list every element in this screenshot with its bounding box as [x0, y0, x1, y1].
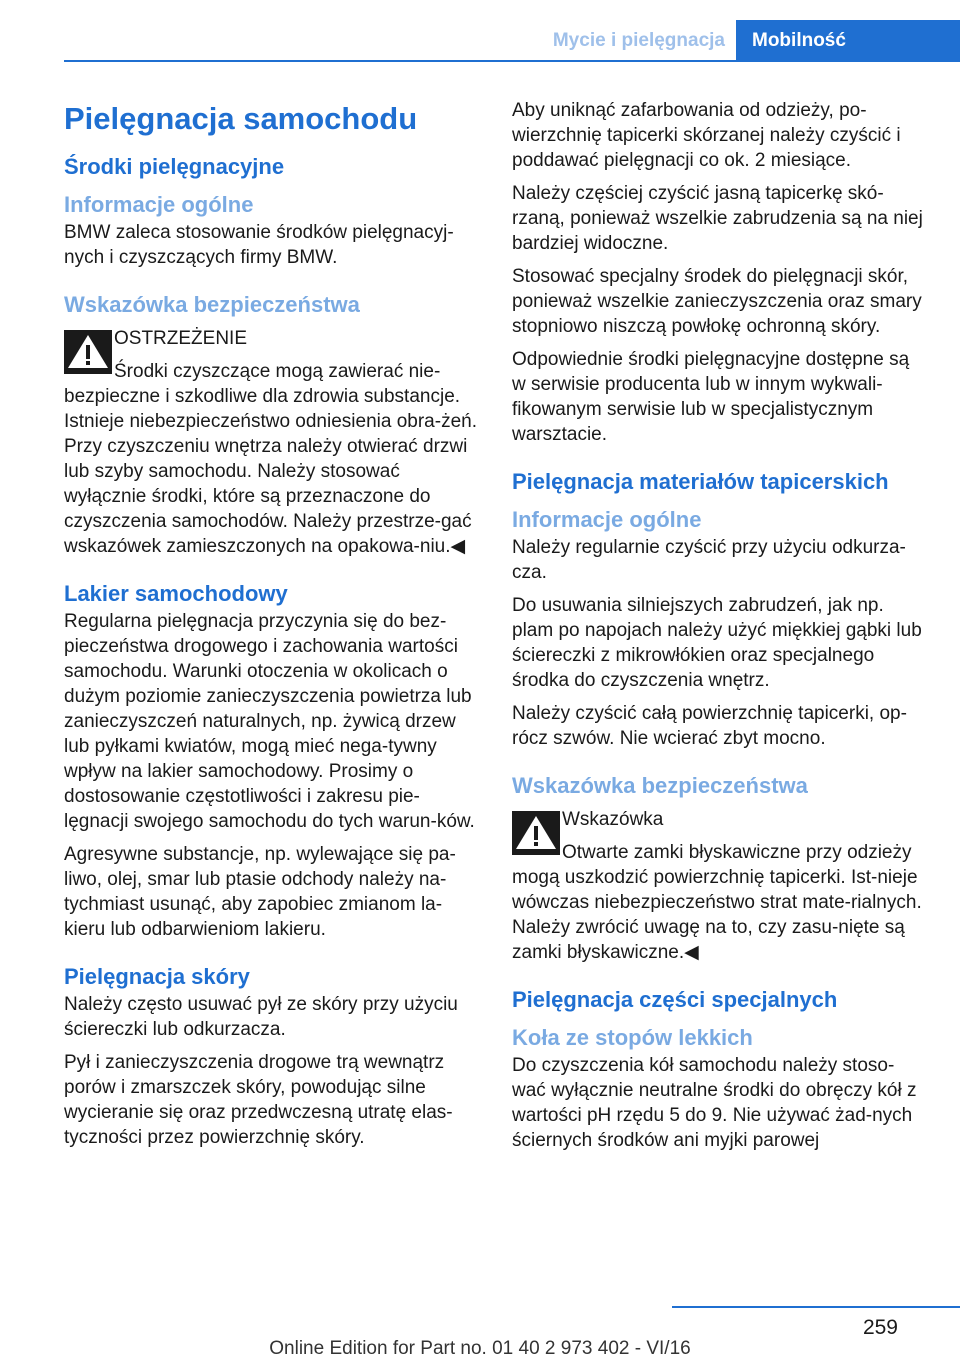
- notice-block: [512, 807, 928, 973]
- heading-safety-note: Wskazówka bezpieczeństwa: [64, 292, 360, 317]
- paragraph-leather-6: Odpowiednie środki pielęgnacyjne dostępne są w serwisie producenta lub w innym wykwali‐fikowanym serwisie lub w specjalistycznym warsztacie.: [512, 349, 910, 445]
- notice-text: Otwarte zamki błyskawiczne przy odzieży mogą uszkodzić powierzchnię tapicerki. Ist‐nieje wówczas niebezpieczeństwo strat mate‐rialnych. Należy zwrócić uwagę na to, czy zasu‐nięte są zamki błyskawiczne.◀: [512, 842, 922, 963]
- footer-edition: Online Edition for Part no. 01 40 2 973 402 - VI/16: [269, 1338, 691, 1359]
- left-column: [64, 98, 480, 1158]
- heading-safety-note-2: Wskazówka bezpieczeństwa: [512, 773, 808, 798]
- header-tab-mobility: Mobilność: [736, 20, 960, 62]
- warning-triangle-icon: [512, 811, 560, 855]
- paragraph-paint-1: Regularna pielęgnacja przyczynia się do bez‐pieczeństwa drogowego i zachowania wartości samochodu. Warunki otoczenia w okolicach o dużym poziomie zanieczyszczenia powietrza lub zanieczyszczeń naturalnych, np. żywicą drzew lub pyłkami kwiatów, mogą mieć nega‐tywny wpływ na lakier samochodowy. Prosimy o dostosowanie częstotliwości i zakresu pie‐lęgnacji swojego samochodu do tych warun‐ków.: [64, 611, 475, 832]
- heading-general-info: Informacje ogólne: [64, 192, 254, 217]
- warning-triangle-icon: [64, 330, 112, 374]
- heading-care-products: Środki pielęgnacyjne: [64, 154, 285, 179]
- header-rule: [64, 60, 960, 62]
- footer-rule: [672, 1306, 960, 1308]
- warning-block: [64, 326, 480, 567]
- warning-text: Środki czyszczące mogą zawierać nie‐bezpieczne i szkodliwe dla zdrowia substancje. Istnieje niebezpieczeństwo odniesienia obra‐żeń. Przy czyszczeniu wnętrza należy otwierać drzwi lub szyby samochodu. Należy stosować wyłącznie środki, które są przeznaczone do czyszczenia samochodów. Należy przestrze‐gać wskazówek zamieszczonych na opakowa‐niu.◀: [64, 361, 477, 557]
- right-column: [512, 98, 928, 1161]
- paragraph-leather-2: Pył i zanieczyszczenia drogowe trą wewnątrz porów i zmarszczek skóry, powodując silne wycieranie się oraz przedwczesną utratę elas‐tyczności przez powierzchnię skóry.: [64, 1052, 453, 1148]
- paragraph-bmw-recommends: BMW zaleca stosowanie środków pielęgnacyj‐nych i czyszczących firmy BMW.: [64, 222, 454, 268]
- heading-paint: Lakier samochodowy: [64, 581, 288, 606]
- paragraph-upholstery-3: Należy czyścić całą powierzchnię tapicerki, op‐rócz szwów. Nie wcierać zbyt mocno.: [512, 703, 907, 749]
- paragraph-leather-1: Należy często usuwać pył ze skóry przy użyciu ściereczki lub odkurzacza.: [64, 994, 458, 1040]
- paragraph-upholstery-2: Do usuwania silniejszych zabrudzeń, jak np. plam po napojach należy użyć miękkiej gąbki lub ściereczki z mikrowłókien oraz specjalnego środka do czyszczenia wnętrz.: [512, 595, 922, 691]
- paragraph-upholstery-1: Należy regularnie czyścić przy użyciu odkurza‐cza.: [512, 537, 906, 583]
- page-title: Pielęgnacja samochodu: [64, 101, 418, 136]
- page-number: 259: [862, 1316, 898, 1339]
- paragraph-alloy-wheels: Do czyszczenia kół samochodu należy stoso‐wać wyłącznie neutralne środki do obręczy kół z wartości pH rzędu 5 do 9. Nie używać żad‐nych ściernych środków ani myjki parowej: [512, 1055, 917, 1151]
- notice-title: Wskazówka: [562, 809, 664, 830]
- paragraph-paint-2: Agresywne substancje, np. wylewające się pa‐liwo, olej, smar lub ptasie odchody należy na‐tychmiast usunąć, aby zapobiec zmianom la‐kieru lub odbarwieniom lakieru.: [64, 844, 456, 940]
- heading-general-info-2: Informacje ogólne: [512, 507, 702, 532]
- paragraph-leather-4: Należy częściej czyścić jasną tapicerkę skó‐rzaną, ponieważ wszelkie zabrudzenia są na niej bardziej widoczne.: [512, 183, 923, 254]
- warning-title: OSTRZEŻENIE: [114, 328, 248, 349]
- heading-special-parts: Pielęgnacja części specjalnych: [512, 987, 838, 1012]
- header-section-title: Mycie i pielęgnacja: [552, 30, 725, 51]
- paragraph-leather-3: Aby uniknąć zafarbowania od odzieży, po‐wierzchnię tapicerki skórzanej należy czyścić i poddawać pielęgnacji co ok. 2 miesiące.: [512, 100, 901, 171]
- heading-upholstery: Pielęgnacja materiałów tapicerskich: [512, 469, 889, 494]
- heading-alloy-wheels: Koła ze stopów lekkich: [512, 1025, 753, 1050]
- heading-leather: Pielęgnacja skóry: [64, 964, 250, 989]
- paragraph-leather-5: Stosować specjalny środek do pielęgnacji skór, ponieważ wszelkie zanieczyszczenia oraz smary stopniowo niszczą powłokę ochronną skóry.: [512, 266, 922, 337]
